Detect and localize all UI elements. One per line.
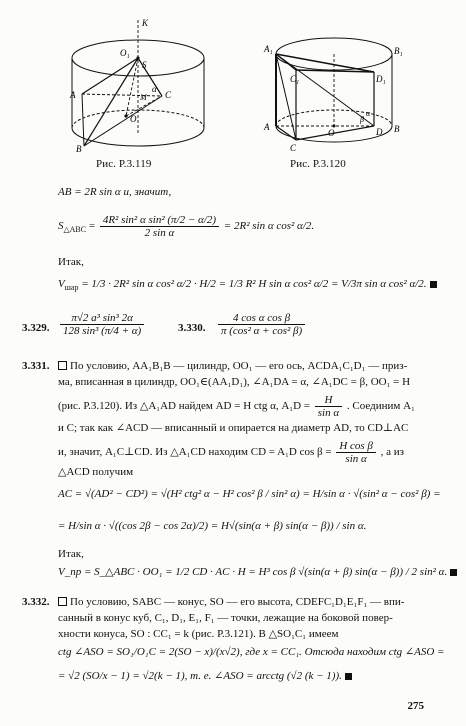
cylinder-prism-diagram <box>262 18 407 153</box>
p331-line-5b: , а из <box>380 446 405 459</box>
formula-s-sub: △ABC <box>63 225 87 235</box>
fraction-cd-den: sin α <box>345 453 367 465</box>
label-A1: A₁ <box>264 44 273 54</box>
text-itak-2: Итак, <box>58 548 84 560</box>
formula-vpr: V_пр = S_△ABC · OO₁ = 1/2 CD · AC · H = H³ cos β √(sin(α + β) sin(α − β)) / 2 sin² α. <box>58 566 448 578</box>
p332-line-1 <box>58 596 404 609</box>
label-O: O <box>130 114 137 124</box>
fraction-a1d-num: H <box>315 394 342 407</box>
p331-line-3 <box>58 394 415 419</box>
fraction-area-den: 2 sin α <box>144 227 175 239</box>
p332-line-5-text: = √2 (SO/x − 1) = √2(k − 1), т. е. ∠ASO = arcctg (√2 (k − 1)). <box>58 670 342 682</box>
formula-s: S <box>58 220 64 233</box>
label-B: B <box>76 144 82 153</box>
fraction-area-num: 4R² sin² α sin² (π/2 − α/2) <box>100 214 219 227</box>
label-A: A <box>70 90 76 100</box>
answer-330 <box>216 312 307 337</box>
p331-line-3a: (рис. Р.3.120). Из △A₁AD найдем AD = H ctg α, A₁D = <box>58 400 311 413</box>
p331-line-5a: и, значит, A₁C⊥CD. Из △A₁CD находим CD = A₁D cos β = <box>58 446 332 459</box>
fraction-330-num: 4 cos α cos β <box>218 312 305 325</box>
problem-number-330: 3.330. <box>178 322 206 334</box>
formula-ac-2: = H/sin α · √((cos 2β − cos 2α)/2) = H√(sin(α + β) sin(α − β)) / sin α. <box>58 520 367 532</box>
fraction-cd-num: H cos β <box>336 440 376 453</box>
label-C: C <box>290 143 297 153</box>
label-O: O <box>328 128 335 138</box>
label-S: S <box>142 60 147 70</box>
p332-line-4: ctg ∠ASO = SO₁/O₁C = 2(SO − x)/(x√2), где x = CC₁. Отсюда находим ctg ∠ASO = <box>58 646 445 658</box>
problem-number-329: 3.329. <box>22 322 50 334</box>
formula-area-abc <box>58 214 314 239</box>
problem-number-332: 3.332. <box>22 596 50 608</box>
label-M: M <box>140 93 147 102</box>
fraction-329 <box>60 312 144 337</box>
p332-line-2: санный в конус куб, C₁, D₁, E₁, F₁ — точки, лежащие на боковой повер- <box>58 612 393 624</box>
label-beta: β <box>360 115 364 124</box>
p332-line-5 <box>58 670 352 683</box>
label-B: B <box>394 124 400 134</box>
label-C: C <box>165 90 172 100</box>
figure-caption-120: Рис. Р.3.120 <box>290 158 346 170</box>
figure-3-119 <box>58 18 218 153</box>
formula-volume-cone <box>58 278 437 294</box>
fraction-329-num: π√2 a³ sin³ 2α <box>60 312 144 325</box>
text-itak-1: Итак, <box>58 256 84 268</box>
p332-line-1-text: По условию, SABC — конус, SO — его высота, CDEFC₁D₁E₁F₁ — впи- <box>70 596 405 608</box>
cylinder-cone-diagram <box>58 18 218 153</box>
fraction-330-den: π (cos² α + cos² β) <box>221 325 303 337</box>
solution-box-icon <box>58 361 67 370</box>
fraction-329-den: 128 sin³ (π/4 + α) <box>63 325 142 337</box>
p331-line-1-text: По условию, AA₁B₁B — цилиндр, OO₁ — его ось, ACDA₁C₁D₁ — приз- <box>70 360 408 372</box>
p331-line-3b: . Соединим A₁ <box>346 400 415 413</box>
p332-line-3: хности конуса, SO : CC₁ = k (рис. Р.3.121). В △SO₁C₁ имеем <box>58 628 339 640</box>
label-A: A <box>264 122 270 132</box>
label-B1: B₁ <box>394 46 403 56</box>
label-alpha: α <box>152 84 157 94</box>
formula-v-sub: шар <box>64 283 79 293</box>
label-C1: C₁ <box>290 74 300 84</box>
p331-line-1 <box>58 360 407 373</box>
page-number: 275 <box>407 700 424 712</box>
text-line-ab: AB = 2R sin α и, значит, <box>58 186 172 198</box>
label-O1: O₁ <box>120 48 130 58</box>
formula-area-rhs: = 2R² sin α cos² α/2. <box>223 220 315 233</box>
qed-icon <box>430 281 437 288</box>
p331-line-5 <box>58 440 404 465</box>
formula-eq: = <box>88 220 96 233</box>
label-D: D <box>376 127 383 137</box>
fraction-a1d-den: sin α <box>317 407 340 419</box>
label-K: K <box>142 18 149 28</box>
label-D1: D₁ <box>376 74 386 84</box>
fraction-a1d <box>315 394 342 419</box>
fraction-area <box>100 214 219 239</box>
formula-ac: AC = √(AD² − CD²) = √(H² ctg² α − H² cos² β / sin² α) = H/sin α · √(sin² α − cos² β) = <box>58 488 441 500</box>
formula-volume-prism <box>58 566 457 579</box>
figure-3-120 <box>262 18 407 153</box>
qed-icon <box>345 673 352 680</box>
p331-line-4: и C; так как ∠ACD — вписанный и опирается на диаметр AD, то CD⊥AC <box>58 422 409 434</box>
answer-329 <box>58 312 146 337</box>
formula-v: V <box>58 278 65 290</box>
fraction-330 <box>218 312 305 337</box>
formula-v-expr: = 1/3 · 2R² sin α cos² α/2 · H/2 = 1/3 R² H sin α cos² α/2 = V/3π sin α cos² α/2. <box>81 278 427 290</box>
solution-box-icon <box>58 597 67 606</box>
p331-line-2: ма, вписанная в цилиндр, OO₁∈(AA₁D₁), ∠A₁DA = α, ∠A₁DC = β, OO₁ = H <box>58 376 411 388</box>
figure-caption-119: Рис. Р.3.119 <box>96 158 152 170</box>
label-alpha: α <box>366 109 371 118</box>
problem-number-331: 3.331. <box>22 360 50 372</box>
fraction-cd <box>336 440 376 465</box>
qed-icon <box>450 569 457 576</box>
p331-line-6: △ACD получим <box>58 466 134 478</box>
